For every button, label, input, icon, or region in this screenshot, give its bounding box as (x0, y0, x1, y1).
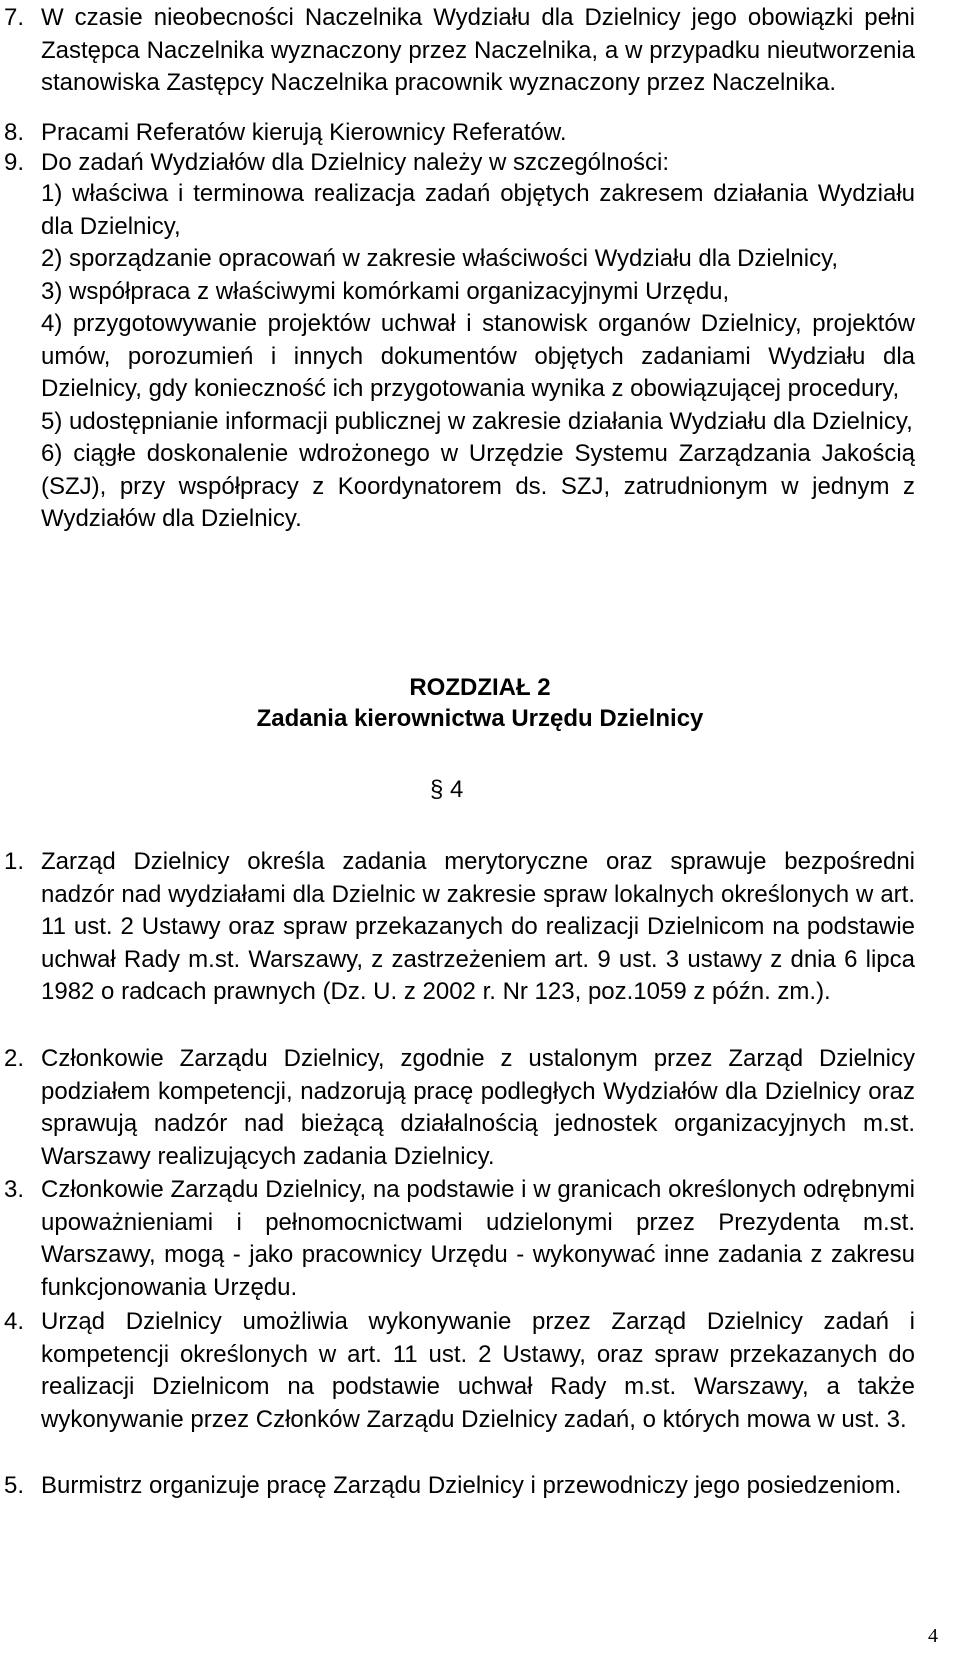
item-text: Członkowie Zarządu Dzielnicy, zgodnie z ustalonym przez Zarząd Dzielnicy podziałem kompetencji, nadzorują pracę podległych Wydziałów dla Dzielnicy oraz sprawują nadzór nad bieżącą działalnością jednostek organizacyjnych m.st. Warszawy realizujących zadania Dzielnicy. (41, 1045, 915, 1170)
item-number: 1. (4, 848, 25, 875)
page-number: 4 (928, 1625, 938, 1647)
chapter-subtitle: Zadania kierownictwa Urzędu Dzielnicy (256, 705, 704, 732)
item-number: 4. (4, 1308, 25, 1335)
item-number: 2. (4, 1045, 25, 1072)
item-text: Burmistrz organizuje pracę Zarządu Dzielnicy i przewodniczy jego posiedzeniom. (41, 1472, 902, 1499)
item-number: 5. (4, 1472, 25, 1499)
sublist-item: 1) właściwa i terminowa realizacja zadań objętych zakresem działania Wydziału dla Dzielnicy, (41, 180, 915, 240)
item-text: Członkowie Zarządu Dzielnicy, na podstawie i w granicach określonych odrębnymi upoważnieniami i pełnomocnictwami udzielonymi przez Prezydenta m.st. Warszawy, mogą - jako pracownicy Urzędu - wykonywać inne zadania z zakresu funkcjonowania Urzędu. (41, 1176, 915, 1301)
sublist-item: 3) współpraca z właściwymi komórkami organizacyjnymi Urzędu, (41, 277, 730, 305)
item-text: Pracami Referatów kierują Kierownicy Referatów. (41, 119, 567, 146)
item-number: 3. (4, 1176, 25, 1203)
sublist-item: 2) sporządzanie opracowań w zakresie właściwości Wydziału dla Dzielnicy, (41, 245, 838, 272)
chapter-title: ROZDZIAŁ 2 (409, 674, 551, 701)
item-text: W czasie nieobecności Naczelnika Wydziału dla Dzielnicy jego obowiązki pełni Zastępca Naczelnika wyznaczony przez Naczelnika, a w przypadku nieutworzenia stanowiska Zastępcy Naczelnika pracownik wyznaczony przez Naczelnika. (41, 4, 915, 96)
item-number: 9. (4, 149, 25, 176)
sublist-item: 6) ciągłe doskonalenie wdrożonego w Urzędzie Systemu Zarządzania Jakością (SZJ), przy współpracy z Koordynatorem ds. SZJ, zatrudnionym w jednym z Wydziałów dla Dzielnicy. (41, 440, 915, 532)
item-text: Urząd Dzielnicy umożliwia wykonywanie przez Zarząd Dzielnicy zadań i kompetencji określonych w art. 11 ust. 2 Ustawy, oraz spraw przekazanych do realizacji Dzielnicom na podstawie uchwał Rady m.st. Warszawy, a także wykonywanie przez Członków Zarządu Dzielnicy zadań, o których mowa w ust. 3. (41, 1308, 915, 1433)
paragraph-mark: § 4 (430, 776, 464, 803)
sublist-item: 5) udostępnianie informacji publicznej w zakresie działania Wydziału dla Dzielnicy, (41, 407, 913, 435)
sublist-item: 4) przygotowywanie projektów uchwał i stanowisk organów Dzielnicy, projektów umów, porozumień i innych dokumentów objętych zadaniami Wydziału dla Dzielnicy, gdy konieczność ich przygotowania wynika z obowiązującej procedury, (41, 310, 915, 402)
item-number: 7. (4, 4, 25, 31)
item-number: 8. (4, 119, 25, 146)
item-text: Do zadań Wydziałów dla Dzielnicy należy w szczególności: (41, 149, 670, 176)
item-text: Zarząd Dzielnicy określa zadania merytoryczne oraz sprawuje bezpośredni nadzór nad wydziałami dla Dzielnic w zakresie spraw lokalnych określonych w art. 11 ust. 2 Ustawy oraz spraw przekazanych do realizacji Dzielnicom na podstawie uchwał Rady m.st. Warszawy, z zastrzeżeniem art. 9 ust. 3 ustawy z dnia 6 lipca 1982 o radcach prawnych (Dz. U. z 2002 r. Nr 123, poz.1059 z późn. zm.). (41, 848, 915, 1005)
sublist (41, 178, 915, 536)
